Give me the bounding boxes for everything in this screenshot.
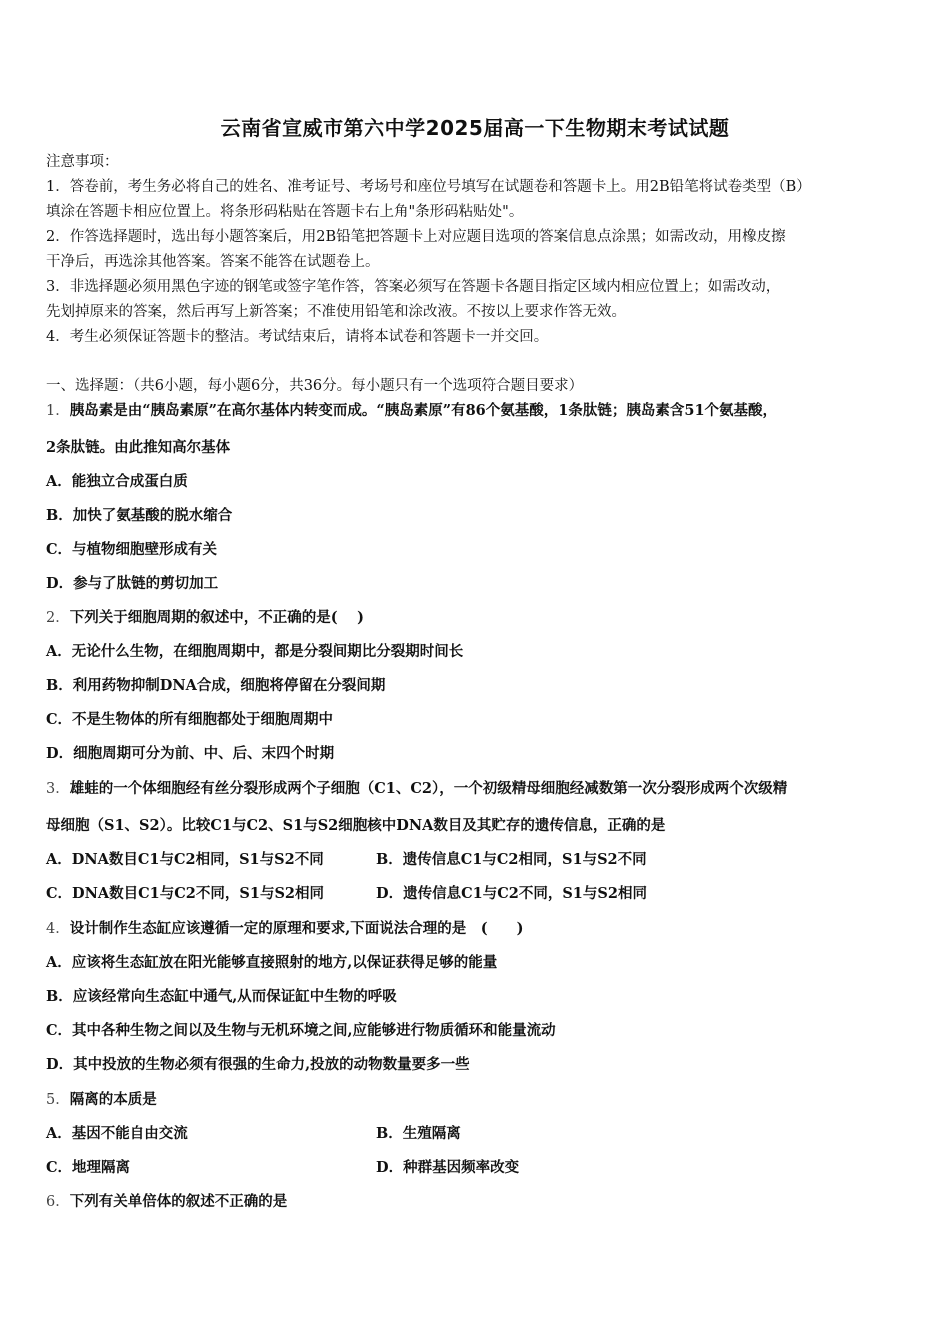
question-number: 3． — [46, 781, 70, 797]
option-d: D．参与了肽链的剪切加工 — [46, 575, 219, 592]
question-1-stem-cont: 2条肽链。由此推知高尔基体 — [46, 439, 231, 456]
option-d: D．其中投放的生物必须有很强的生命力,投放的动物数量要多一些 — [46, 1056, 470, 1073]
option-c: C．不是生物体的所有细胞都处于细胞周期中 — [46, 711, 334, 728]
option-a: A．DNA数目C1与C2相同，S1与S2不同 — [46, 851, 324, 868]
option-c: C．其中各种生物之间以及生物与无机环境之间,应能够进行物质循环和能量流动 — [46, 1022, 556, 1039]
option-d: D．遗传信息C1与C2不同，S1与S2相同 — [376, 885, 647, 902]
question-1-stem: 1．胰岛素是由“胰岛素原”在高尔基体内转变而成。“胰岛素原”有86个氨基酸，1条肽链；胰岛素含51个氨基酸， — [46, 402, 778, 419]
question-3-stem-cont: 母细胞（S1、S2）。比较C1与C2、S1与S2细胞核中DNA数目及其贮存的遗传信息，正确的是 — [46, 817, 666, 834]
option-c: C．与植物细胞壁形成有关 — [46, 541, 218, 558]
option-b: B．加快了氨基酸的脱水缩合 — [46, 507, 233, 524]
option-a: A．基因不能自由交流 — [46, 1125, 188, 1142]
question-6-stem: 6．下列有关单倍体的叙述不正确的是 — [46, 1193, 288, 1210]
notice-line: 2．作答选择题时，选出每小题答案后，用2B铅笔把答题卡上对应题目选项的答案信息点涂黑；如需改动，用橡皮擦 — [46, 229, 786, 245]
option-a: A．无论什么生物，在细胞周期中，都是分裂间期比分裂期时间长 — [46, 643, 464, 660]
notice-line: 1．答卷前，考生务必将自己的姓名、准考证号、考场号和座位号填写在试题卷和答题卡上。用2B铅笔将试卷类型（B） — [46, 179, 811, 195]
page-title: 云南省宣威市第六中学2025届高一下生物期末考试试题 — [220, 116, 730, 140]
option-b: B．遗传信息C1与C2相同，S1与S2不同 — [376, 851, 647, 868]
notice-line: 先划掉原来的答案，然后再写上新答案；不准使用铅笔和涂改液。不按以上要求作答无效。 — [46, 304, 626, 320]
question-4-stem: 4．设计制作生态缸应该遵循一定的原理和要求,下面说法合理的是 ( ) — [46, 920, 524, 937]
notice-line: 填涂在答题卡相应位置上。将条形码粘贴在答题卡右上角"条形码粘贴处"。 — [46, 204, 524, 220]
question-number: 1． — [46, 403, 70, 419]
option-c: C．地理隔离 — [46, 1159, 131, 1176]
question-number: 2． — [46, 610, 70, 626]
question-number: 5． — [46, 1092, 70, 1108]
option-d: D．细胞周期可分为前、中、后、末四个时期 — [46, 745, 335, 762]
notice-line: 4．考生必须保证答题卡的整洁。考试结束后，请将本试卷和答题卡一并交回。 — [46, 329, 549, 345]
notice-heading: 注意事项： — [46, 154, 119, 170]
question-5-stem: 5．隔离的本质是 — [46, 1091, 157, 1108]
question-3-stem: 3．雄蛙的一个体细胞经有丝分裂形成两个子细胞（C1、C2），一个初级精母细胞经减数第一次分裂形成两个次级精 — [46, 780, 788, 797]
question-number: 4． — [46, 921, 70, 937]
option-c: C．DNA数目C1与C2不同，S1与S2相同 — [46, 885, 324, 902]
question-2-stem: 2．下列关于细胞周期的叙述中，不正确的是( ) — [46, 609, 365, 626]
notice-line: 3．非选择题必须用黑色字迹的钢笔或签字笔作答，答案必须写在答题卡各题目指定区域内相应位置上；如需改动， — [46, 279, 781, 295]
option-b: B．利用药物抑制DNA合成，细胞将停留在分裂间期 — [46, 677, 386, 694]
option-a: A．应该将生态缸放在阳光能够直接照射的地方,以保证获得足够的能量 — [46, 954, 498, 971]
section-heading: 一、选择题：（共6小题，每小题6分，共36分。每小题只有一个选项符合题目要求） — [46, 378, 584, 394]
notice-line: 干净后，再选涂其他答案。答案不能答在试题卷上。 — [46, 254, 380, 270]
option-d: D．种群基因频率改变 — [376, 1159, 520, 1176]
question-number: 6． — [46, 1194, 70, 1210]
option-b: B．应该经常向生态缸中通气,从而保证缸中生物的呼吸 — [46, 988, 397, 1005]
option-b: B．生殖隔离 — [376, 1125, 461, 1142]
option-a: A．能独立合成蛋白质 — [46, 473, 188, 490]
